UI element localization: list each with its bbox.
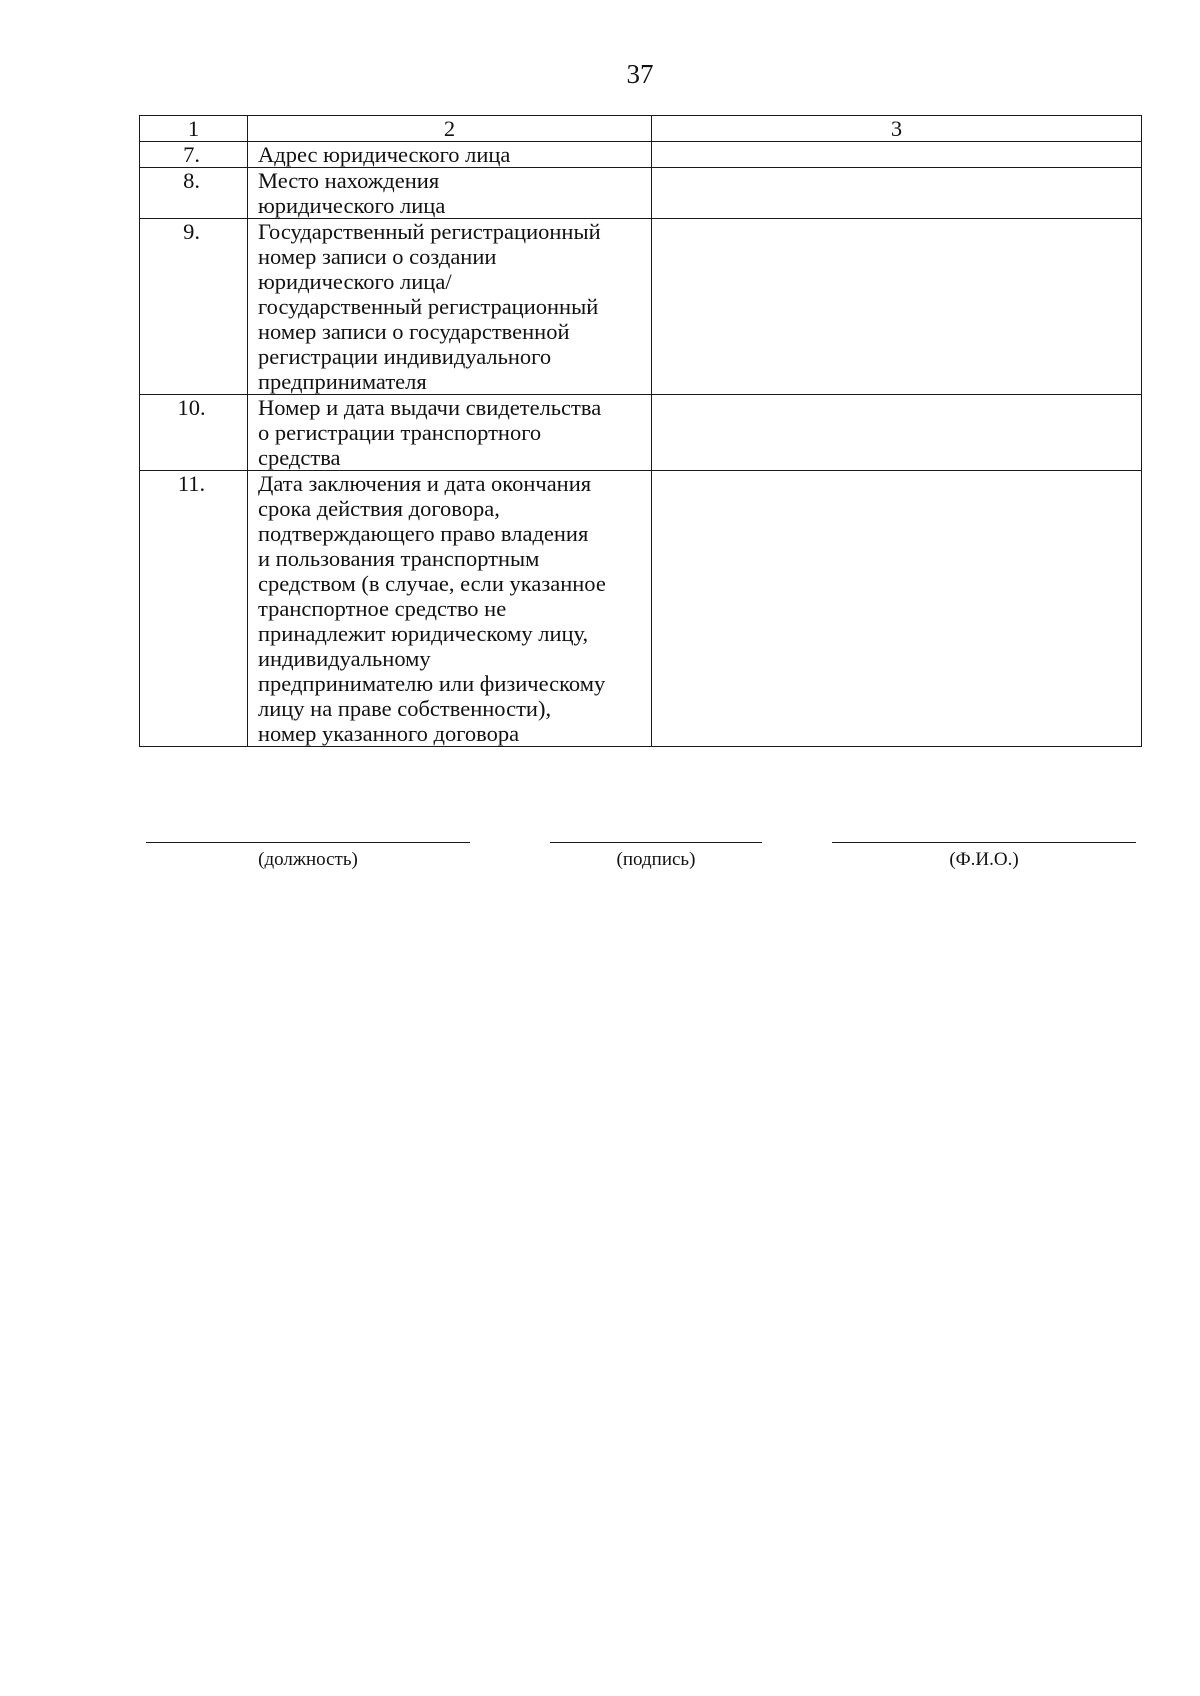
- row-label-line: Адрес юридического лица: [258, 142, 511, 167]
- row-label-line: регистрации индивидуального: [258, 344, 552, 369]
- row-label-line: Место нахождения: [258, 168, 440, 193]
- row-label-line: номер записи о государственной: [258, 319, 570, 344]
- signature-line: [550, 842, 762, 843]
- page-number: 37: [626, 59, 654, 89]
- table-row: [140, 219, 1142, 395]
- row-number: 8.: [140, 168, 248, 219]
- row-label-line: юридического лица: [258, 193, 446, 218]
- position-line: [146, 842, 470, 843]
- row-label: [248, 219, 652, 395]
- row-value[interactable]: [652, 219, 1142, 395]
- row-label: [248, 142, 652, 168]
- signature-caption: (подпись): [616, 849, 696, 870]
- row-label-line: срока действия договора,: [258, 496, 500, 521]
- full-name-field[interactable]: [832, 842, 1136, 871]
- row-value[interactable]: [652, 168, 1142, 219]
- row-number: 9.: [140, 219, 248, 395]
- column-header-3: 3: [652, 116, 1142, 142]
- row-value[interactable]: [652, 395, 1142, 471]
- row-number: 10.: [140, 395, 248, 471]
- form-table: [139, 115, 1142, 747]
- row-label-line: предпринимателя: [258, 369, 427, 394]
- row-label-line: средством (в случае, если указанное: [258, 571, 606, 596]
- column-header-2: 2: [248, 116, 652, 142]
- position-field[interactable]: [146, 842, 470, 871]
- row-label-line: Номер и дата выдачи свидетельства: [258, 395, 602, 420]
- row-value[interactable]: [652, 471, 1142, 747]
- row-label: [248, 395, 652, 471]
- position-caption: (должность): [258, 849, 358, 870]
- row-label-line: лицу на праве собственности),: [258, 696, 552, 721]
- row-label-line: предпринимателю или физическому: [258, 671, 606, 696]
- row-label-line: средства: [258, 445, 341, 470]
- row-label-line: юридического лица/: [258, 269, 452, 294]
- row-label-line: индивидуальному: [258, 646, 431, 671]
- row-label-line: Государственный регистрационный: [258, 219, 601, 244]
- row-label-line: номер указанного договора: [258, 721, 520, 746]
- row-label-line: и пользования транспортным: [258, 546, 540, 571]
- row-label-line: транспортное средство не: [258, 596, 507, 621]
- row-label-line: Дата заключения и дата окончания: [258, 471, 592, 496]
- row-label: [248, 168, 652, 219]
- table-row: [140, 395, 1142, 471]
- row-label-line: государственный регистрационный: [258, 294, 599, 319]
- row-number: 11.: [140, 471, 248, 747]
- full-name-line: [832, 842, 1136, 843]
- table-header-row: [140, 116, 1142, 142]
- row-label: [248, 471, 652, 747]
- row-label-line: принадлежит юридическому лицу,: [258, 621, 589, 646]
- signature-field[interactable]: [550, 842, 762, 871]
- row-number: 7.: [140, 142, 248, 168]
- table-row: [140, 142, 1142, 168]
- full-name-caption: (Ф.И.О.): [949, 849, 1019, 870]
- row-label-line: о регистрации транспортного: [258, 420, 542, 445]
- row-value[interactable]: [652, 142, 1142, 168]
- signature-block: [0, 842, 1200, 882]
- table-row: [140, 471, 1142, 747]
- table-row: [140, 168, 1142, 219]
- column-header-1: 1: [140, 116, 248, 142]
- row-label-line: подтверждающего право владения: [258, 521, 589, 546]
- row-label-line: номер записи о создании: [258, 244, 497, 269]
